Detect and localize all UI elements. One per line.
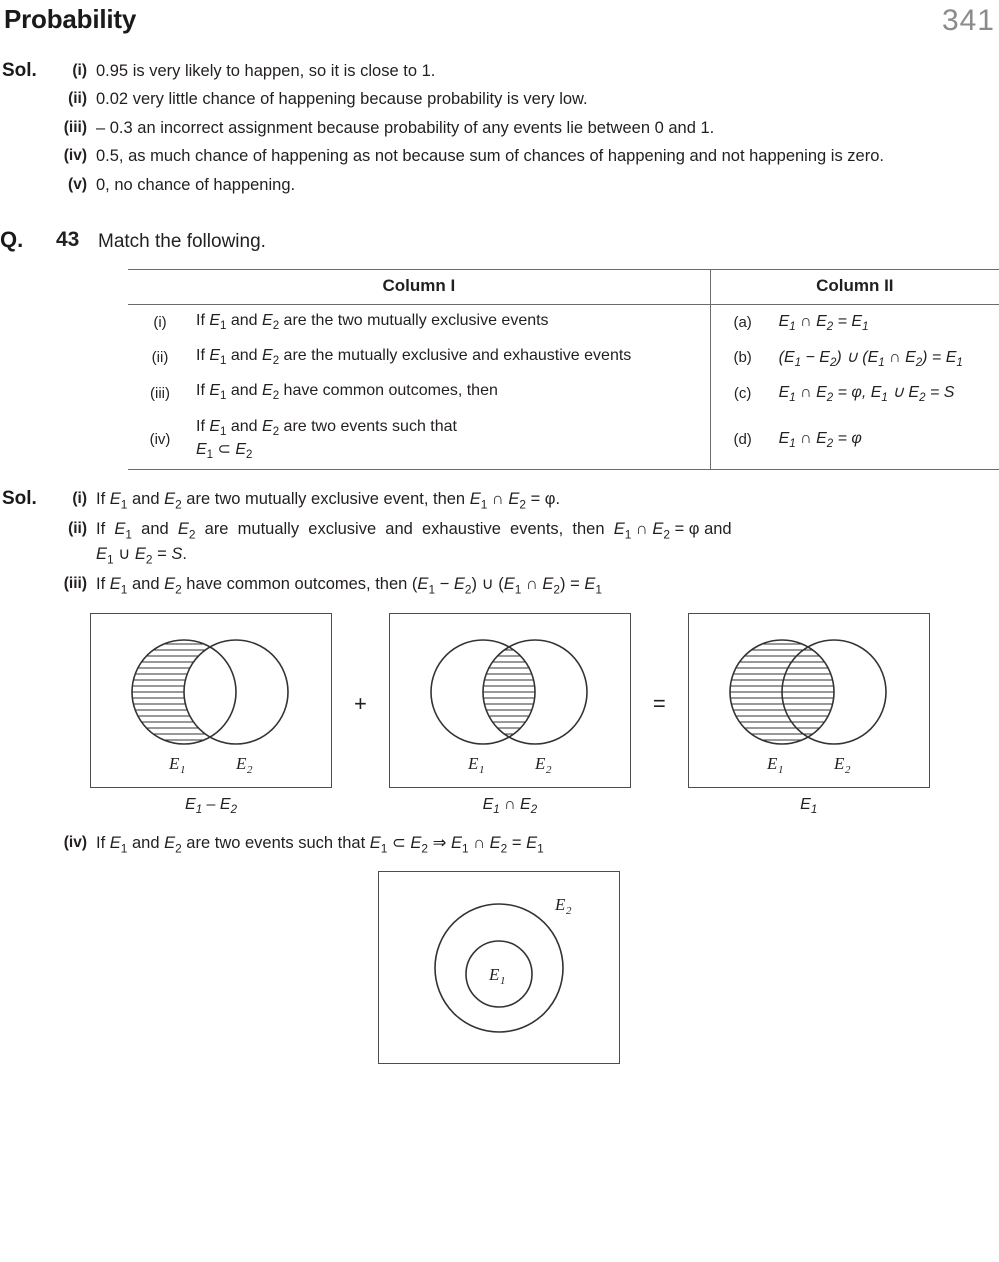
row-key-left: (ii): [151, 349, 169, 367]
venn-cell-difference: [90, 613, 332, 816]
subset-diagram-container: [378, 871, 999, 1064]
item-text: If $E_1$ and $E_2$ are two mutually exclusive event, then $E_1$ ∩ $E_2 = \varphi$.: [96, 489, 561, 512]
row-key-left: (iv): [128, 411, 192, 470]
svg-text:2: 2: [247, 763, 253, 776]
item-text: 0, no chance of happening.: [96, 175, 296, 194]
row-key-right: (d): [710, 411, 775, 470]
venn-box: [688, 613, 930, 788]
table-head: [128, 270, 999, 305]
row-text-left: If $E_1$ and $E_2$ are the two mutually exclusive events: [192, 305, 710, 341]
venn-diagram-e1: [689, 614, 929, 782]
solution-items-2-continued: [56, 832, 999, 857]
table-row: [128, 375, 999, 410]
row-text-left: If $E_1$ and $E_2$ have common outcomes, then: [192, 375, 710, 410]
item-marker: (ii): [68, 520, 87, 538]
row-text-right: $E_1$ ∩ $E_2 = E_1$: [778, 312, 869, 333]
question-heading: [0, 227, 999, 261]
solution-label: Sol.: [2, 60, 37, 81]
item-marker: (v): [68, 175, 87, 193]
svg-text:2: 2: [844, 763, 851, 776]
list-item: [56, 488, 999, 513]
subset-diagram-e1-in-e2: [379, 872, 619, 1058]
svg-text:E: E: [489, 964, 500, 984]
list-item: [56, 518, 999, 568]
solution-block-2: [0, 488, 999, 599]
item-text: If $E_1$ and $E_2$ have common outcomes, then $(E_1 - E_2)$ ∪ ($E_1$ ∩ $E_2) = E_1$: [96, 575, 602, 597]
venn-diagram-row: [90, 613, 999, 816]
question-label: Q.: [0, 227, 24, 253]
column-header-2: Column II: [710, 270, 999, 305]
item-marker: (i): [72, 489, 87, 507]
svg-text:E: E: [766, 753, 778, 773]
page-title: Probability: [4, 4, 137, 34]
item-marker: (iv): [63, 833, 87, 851]
row-key-left: (i): [153, 314, 167, 332]
venn-caption-1: $E_1 - E_2$: [185, 795, 237, 816]
column-header-1: Column I: [128, 270, 710, 305]
solution-items-1: [56, 60, 999, 197]
row-key-right: (c): [733, 384, 752, 402]
venn-box: [90, 613, 332, 788]
list-item: [56, 88, 999, 111]
match-columns-table: [128, 269, 999, 470]
operator-plus: +: [354, 690, 367, 716]
venn-diagram-e1-cap-e2: [390, 614, 630, 782]
page-number: 341: [941, 4, 995, 37]
venn-diagram-e1-minus-e2: [91, 614, 331, 782]
svg-text:E: E: [534, 753, 546, 773]
row-key-right: (b): [733, 349, 752, 367]
svg-text:2: 2: [545, 763, 552, 776]
page-header: [0, 0, 999, 38]
venn-cell-intersection: [389, 613, 631, 816]
item-marker: (iii): [63, 575, 87, 593]
row-key-right: (a): [733, 314, 752, 332]
item-text: 0.5, as much chance of happening as not because sum of chances of happening and not happening is zero.: [96, 147, 884, 166]
svg-text:2: 2: [566, 904, 572, 917]
row-text-right: $(E_1 - E_2)$ ∪ ($E_1$ ∩ $E_2) = E_1$: [778, 348, 963, 369]
list-item: [56, 832, 999, 857]
row-text-left: If $E_1$ and $E_2$ are the mutually exclusive and exhaustive events: [192, 340, 710, 375]
svg-text:E: E: [169, 753, 180, 773]
venn-cell-e1: [688, 613, 930, 816]
venn-box: [378, 871, 620, 1064]
table-body: [128, 305, 999, 470]
item-marker: (iv): [63, 147, 87, 165]
svg-text:1: 1: [777, 763, 784, 776]
solution-items-2: [56, 488, 999, 599]
item-text: If $E_1$ and $E_2$ are two events such that $E_1$ ⊂ $E_2$ ⇒ $E_1$ ∩ $E_2 = E_1$: [96, 833, 544, 855]
solution-block-1: [0, 60, 999, 197]
item-text: 0.02 very little chance of happening because probability is very low.: [96, 90, 588, 109]
operator-equals: =: [652, 690, 666, 716]
svg-text:1: 1: [500, 974, 506, 987]
venn-caption-3: $E_1$: [800, 795, 818, 816]
table-row: [128, 305, 999, 341]
svg-text:E: E: [555, 894, 566, 914]
venn-box: [389, 613, 631, 788]
row-text-left: If $E_1$ and $E_2$ are two events such that $E_1$ ⊂ $E_2$: [192, 411, 710, 470]
item-text: – 0.3 an incorrect assignment because probability of any events lie between 0 and 1.: [96, 118, 715, 137]
svg-text:E: E: [833, 753, 845, 773]
table-header-row: [128, 270, 999, 305]
row-key-left: (iii): [150, 384, 170, 402]
list-item: [56, 145, 999, 168]
list-item: [56, 174, 999, 197]
table-row: [128, 340, 999, 375]
item-text: 0.95 is very likely to happen, so it is close to 1.: [96, 62, 436, 80]
svg-text:1: 1: [180, 763, 186, 776]
solution-label: Sol.: [2, 487, 37, 509]
item-text: If $E_1$ and $E_2$ are mutually exclusive and exhaustive events, then $E_1$ ∩ $E_2 = \varphi$ and $E_1$ ∪ $E_2 = S$.: [96, 520, 732, 567]
row-text-right: $E_1$ ∩ $E_2 = \varphi$, $E_1$ ∪ $E_2 = S$: [778, 383, 955, 405]
table-row: [128, 411, 999, 470]
svg-text:E: E: [467, 753, 479, 773]
svg-text:E: E: [236, 753, 247, 773]
row-text-right: $E_1$ ∩ $E_2 = \varphi$: [775, 411, 999, 470]
item-marker: (ii): [68, 90, 87, 108]
svg-text:1: 1: [478, 763, 485, 776]
list-item: [56, 573, 999, 598]
item-marker: (iii): [63, 118, 87, 136]
item-marker: (i): [72, 62, 87, 79]
question-number: 43: [56, 228, 80, 252]
venn-caption-2: $E_1$ ∩ $E_2$: [482, 795, 538, 816]
question-text: Match the following.: [98, 231, 266, 253]
list-item: [56, 60, 999, 83]
list-item: [56, 117, 999, 140]
